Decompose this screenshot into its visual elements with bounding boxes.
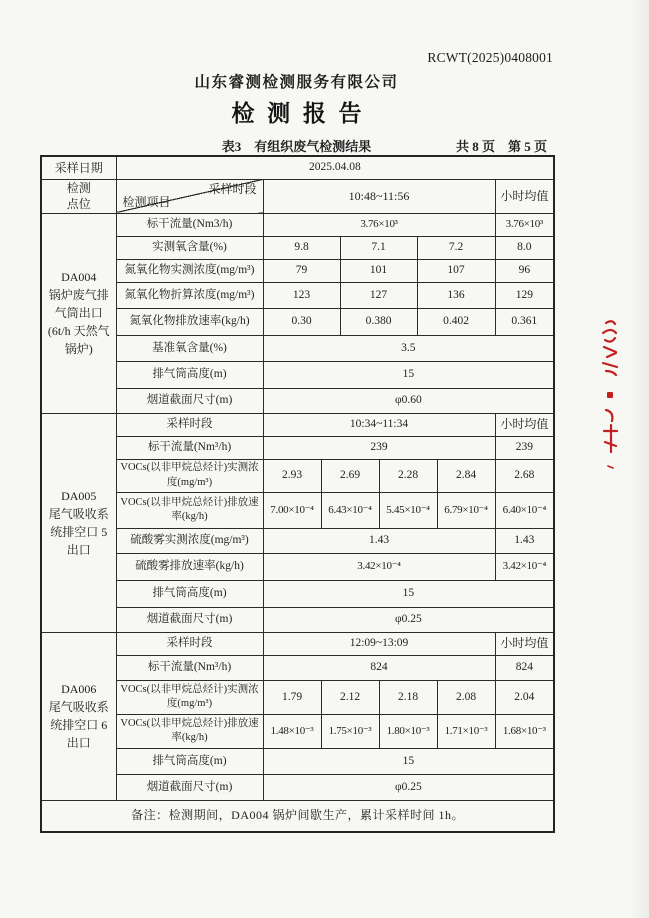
point-line: DA005: [61, 488, 97, 503]
table-row: [41, 655, 554, 680]
value-cell: 2.84: [437, 459, 495, 492]
avg-cell: 3.42×10⁻⁴: [495, 553, 554, 580]
row-label: 标干流量(Nm³/h): [116, 436, 263, 459]
red-stamp-fragment: [599, 316, 621, 484]
value-cell: 15: [263, 748, 554, 774]
value-cell: 1.71×10⁻³: [437, 714, 495, 748]
value-cell: 2.69: [321, 459, 379, 492]
value-cell: 2.08: [437, 680, 495, 714]
diagonal-header-cell: [116, 179, 263, 213]
da006-period: 12:09~13:09: [263, 632, 495, 655]
page-indicator: 共 8 页 第 5 页: [455, 139, 547, 154]
value-cell: 2.28: [379, 459, 437, 492]
row-label: 排气筒高度(m): [116, 748, 263, 774]
avg-cell: 1.68×10⁻³: [495, 714, 554, 748]
value-cell: 0.30: [263, 308, 340, 335]
value-cell: 2.18: [379, 680, 437, 714]
value-cell: 7.2: [417, 236, 495, 259]
point-line: (6t/h 天然气锅炉): [47, 324, 110, 356]
row-label: VOCs(以非甲烷总烃计)实测浓度(mg/m³): [116, 459, 263, 492]
value-cell: φ0.60: [263, 388, 554, 413]
row-label: 基准氧含量(%): [116, 335, 263, 361]
row-label: 氮氧化物折算浓度(mg/m³): [116, 282, 263, 308]
table-row: [41, 308, 554, 335]
row-label: 氮氧化物实测浓度(mg/m³): [116, 259, 263, 282]
table-row: [41, 413, 554, 436]
value-cell: 15: [263, 361, 554, 388]
row-label: 标干流量(Nm³/h): [116, 655, 263, 680]
point-cell-da004: [41, 213, 116, 413]
table-row: [41, 282, 554, 308]
value-cell: 1.80×10⁻³: [379, 714, 437, 748]
table-caption-row: [40, 136, 553, 154]
row-label: VOCs(以非甲烷总烃计)实测浓度(mg/m³): [116, 680, 263, 714]
value-cell: 101: [340, 259, 417, 282]
value-cell: φ0.25: [263, 607, 554, 632]
report-number: RCWT(2025)0408001: [427, 50, 553, 65]
table-row: [41, 236, 554, 259]
point-line: DA006: [61, 682, 97, 696]
value-cell: 123: [263, 282, 340, 308]
point-line: 尾气吸收系统排空口 6: [48, 700, 109, 732]
point-line: 出口: [66, 736, 91, 750]
point-line: 锅炉废气排气筒出口: [48, 288, 109, 320]
value-cell: 7.00×10⁻⁴: [263, 492, 321, 528]
avg-cell: 129: [495, 282, 554, 308]
point-cell-da006: [41, 632, 116, 800]
table-row: [41, 213, 554, 236]
table-row: [41, 528, 554, 553]
value-cell: 9.8: [263, 236, 340, 259]
table-row: [41, 800, 554, 832]
value-cell: 1.48×10⁻³: [263, 714, 321, 748]
row-label: 排气筒高度(m): [116, 580, 263, 607]
table-row: [41, 553, 554, 580]
value-cell: 2.93: [263, 459, 321, 492]
avg-cell: 2.04: [495, 680, 554, 714]
table-row: [41, 388, 554, 413]
row-label: 实测氧含量(%): [116, 236, 263, 259]
value-cell: 79: [263, 259, 340, 282]
da004-period: 10:48~11:56: [263, 179, 495, 213]
value-cell: 824: [263, 655, 495, 680]
point-cell-da005: [41, 413, 116, 632]
avg-cell: 8.0: [495, 236, 554, 259]
table-row: [41, 259, 554, 282]
row-label: 排气筒高度(m): [116, 361, 263, 388]
value-cell: 5.45×10⁻⁴: [379, 492, 437, 528]
avg-cell: 824: [495, 655, 554, 680]
point-header-line2: 点位: [66, 197, 91, 211]
value-cell: φ0.25: [263, 774, 554, 800]
point-line: 尾气吸收系统排空口 5: [48, 506, 109, 539]
avg-cell: 0.361: [495, 308, 554, 335]
sample-date-label: 采样日期: [41, 156, 116, 179]
table-row: [41, 179, 554, 213]
value-cell: 7.1: [340, 236, 417, 259]
point-line: DA004: [61, 270, 97, 284]
table-row: [41, 632, 554, 655]
table-caption: 表3 有组织废气检测结果: [221, 139, 372, 154]
sample-date-value: 2025.04.08: [116, 156, 554, 179]
value-cell: 0.402: [417, 308, 495, 335]
row-label: 烟道截面尺寸(m): [116, 607, 263, 632]
avg-cell: 3.76×10³: [495, 213, 554, 236]
point-header-cell: [41, 179, 116, 213]
avg-cell: 6.40×10⁻⁴: [495, 492, 554, 528]
row-label: VOCs(以非甲烷总烃计)排放速率(kg/h): [116, 714, 263, 748]
table-row: [41, 774, 554, 800]
value-cell: 3.76×10³: [263, 213, 495, 236]
value-cell: 6.79×10⁻⁴: [437, 492, 495, 528]
company-name: 山东睿测检测服务有限公司: [194, 74, 399, 91]
row-label: 烟道截面尺寸(m): [116, 774, 263, 800]
row-label: 硫酸雾实测浓度(mg/m³): [116, 528, 263, 553]
table-row: [41, 714, 554, 748]
table-row: [41, 680, 554, 714]
row-label: VOCs(以非甲烷总烃计)排放速率(kg/h): [116, 492, 263, 528]
value-cell: 1.75×10⁻³: [321, 714, 379, 748]
value-cell: 0.380: [340, 308, 417, 335]
da005-period: 10:34~11:34: [263, 413, 495, 436]
table-row: [41, 607, 554, 632]
row-label: 硫酸雾排放速率(kg/h): [116, 553, 263, 580]
table-row: [41, 335, 554, 361]
table-row: [41, 156, 554, 179]
value-cell: 239: [263, 436, 495, 459]
row-label: 标干流量(Nm3/h): [116, 213, 263, 236]
hour-avg-header: 小时均值: [495, 179, 554, 213]
row-label: 烟道截面尺寸(m): [116, 388, 263, 413]
value-cell: 1.79: [263, 680, 321, 714]
row-label: 采样时段: [116, 413, 263, 436]
avg-cell: 1.43: [495, 528, 554, 553]
value-cell: 3.5: [263, 335, 554, 361]
hour-avg-header: 小时均值: [495, 413, 554, 436]
avg-cell: 239: [495, 436, 554, 459]
avg-cell: 96: [495, 259, 554, 282]
value-cell: 136: [417, 282, 495, 308]
diagonal-bottom-label: 检测项目: [122, 194, 171, 209]
value-cell: 3.42×10⁻⁴: [263, 553, 495, 580]
value-cell: 2.12: [321, 680, 379, 714]
value-cell: 127: [340, 282, 417, 308]
row-label: 氮氧化物排放速率(kg/h): [116, 308, 263, 335]
table-row: [41, 436, 554, 459]
value-cell: 1.43: [263, 528, 495, 553]
table-row: [41, 459, 554, 492]
hour-avg-header: 小时均值: [495, 632, 554, 655]
report-title: 检测报告: [231, 101, 375, 126]
point-header-line1: 检测: [66, 180, 91, 195]
results-table: [40, 155, 555, 833]
remark-cell: 备注：检测期间，DA004 锅炉间歇生产，累计采样时间 1h。: [41, 800, 554, 832]
diagonal-top-label: 采样时段: [208, 181, 257, 196]
avg-cell: 2.68: [495, 459, 554, 492]
table-row: [41, 361, 554, 388]
table-row: [41, 580, 554, 607]
point-line: 出口: [66, 542, 91, 557]
row-label: 采样时段: [116, 632, 263, 655]
value-cell: 15: [263, 580, 554, 607]
table-row: [41, 492, 554, 528]
value-cell: 6.43×10⁻⁴: [321, 492, 379, 528]
value-cell: 107: [417, 259, 495, 282]
table-row: [41, 748, 554, 774]
